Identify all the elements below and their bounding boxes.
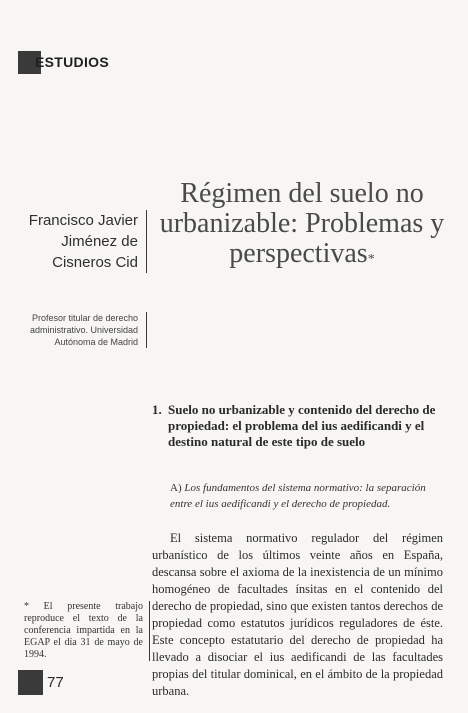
subsection-heading (170, 480, 442, 512)
page-number: 77 (47, 674, 64, 691)
page-number-box (18, 670, 43, 695)
article-title: Régimen del suelo no urbanizable: Problemas y perspectivas (159, 178, 445, 269)
author-affiliation: Profesor titular de derecho administrativo. Universidad Autónoma de Madrid (20, 312, 147, 348)
body-text (152, 530, 443, 700)
section-heading-1 (152, 402, 442, 450)
article-title-block (152, 179, 452, 269)
section-label: ESTUDIOS (35, 54, 109, 70)
subsection-text: Los fundamentos del sistema normativo: la separación entre el ius aedificandi y el derecho de propiedad. (170, 482, 426, 510)
author-name: Francisco Javier Jiménez de Cisneros Cid (20, 210, 147, 273)
footnote: * El presente trabajo reproduce el texto de la conferencia impartida en la EGAP el día 31 de mayo de 1994. (24, 601, 150, 661)
heading-text: Suelo no urbanizable y contenido del derecho de propiedad: el problema del ius aedificandi y el destino natural de este tipo de suelo (168, 402, 436, 449)
section-header (18, 51, 109, 74)
subsection-label: A) (170, 482, 182, 494)
heading-number: 1. (152, 402, 162, 417)
body-paragraph: El sistema normativo regulador del régimen urbanístico de los últimos veinte años en España, descansa sobre el axioma de la inexistencia de un mínimo homogéneo de facultades ínsitas en el contenido del derecho de propiedad, sino que existen tantos derechos de propiedad como estatutos jurídicos reguladores de éste. Este concepto estatutario del derecho de propiedad ha llevado a disociar el ius aedificandi de las facultades propias del titular dominical, en el ámbito de la propiedad urbana. (152, 531, 443, 698)
title-footnote-mark: * (367, 252, 375, 267)
